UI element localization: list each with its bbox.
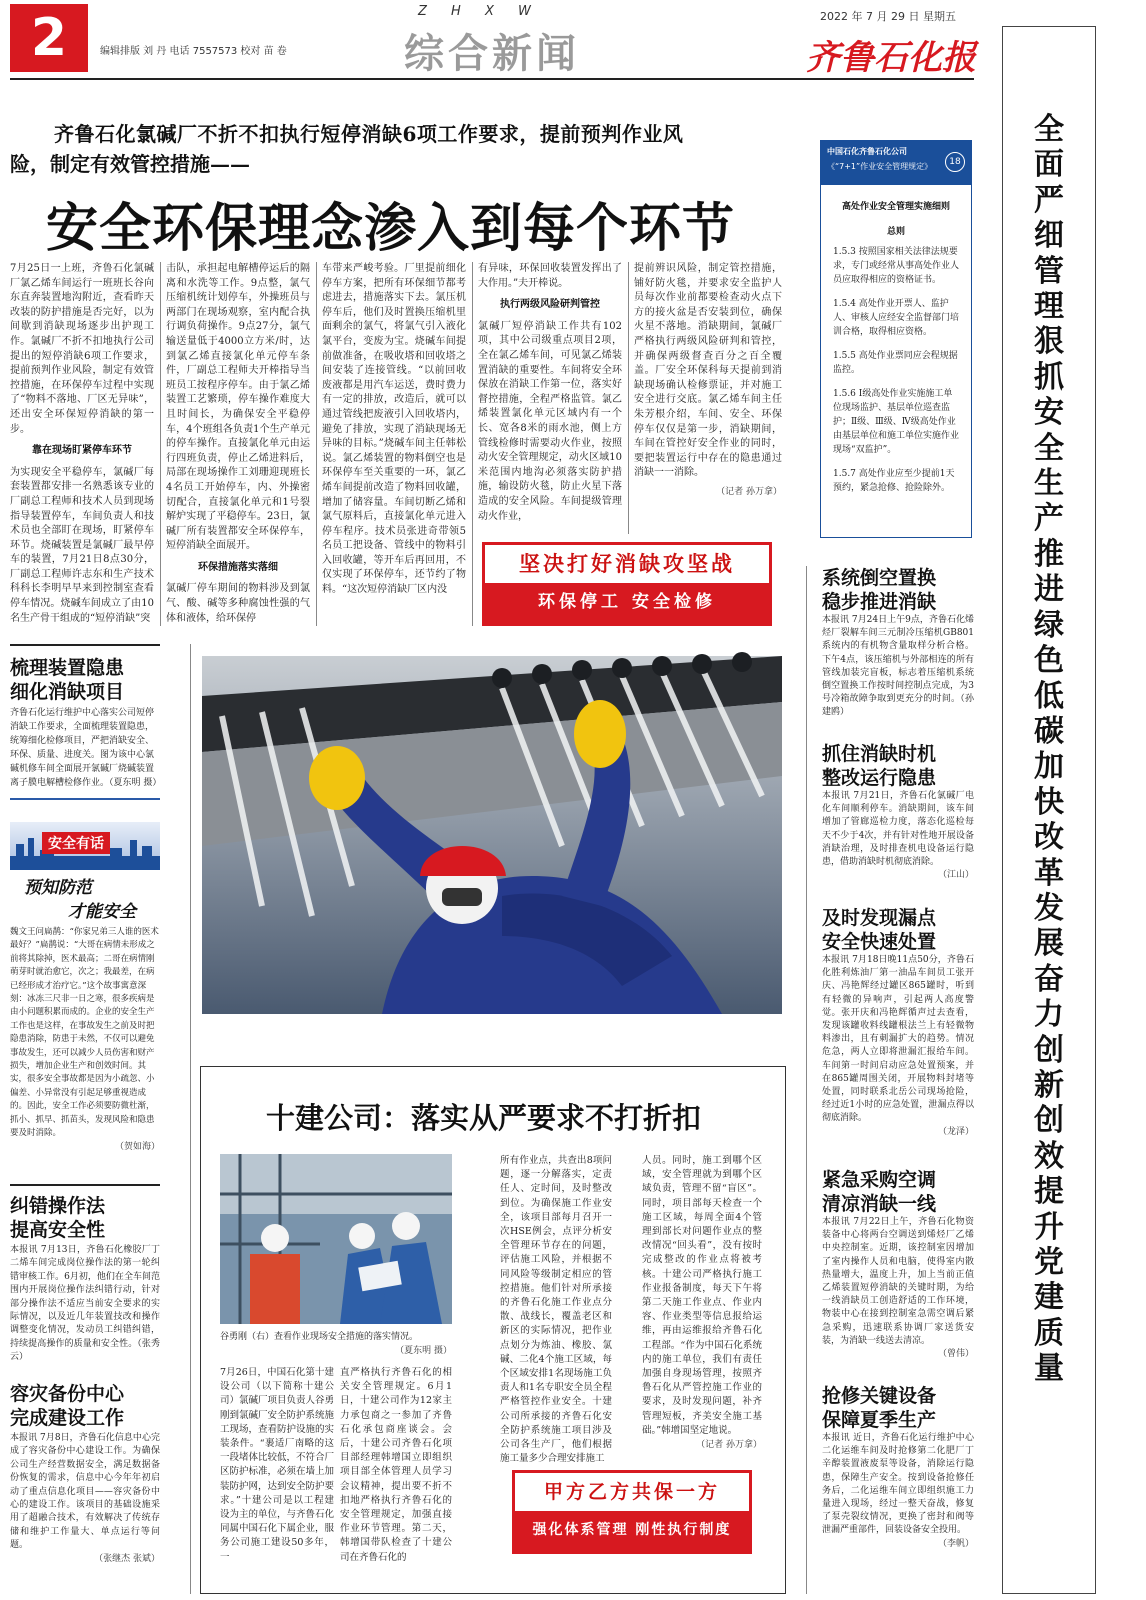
feature-col-4-text: 人员。同时，施工到哪个区域，安全管理就为到哪个区域负责，管理不留“盲区”。同时，项目部每天检查一个施工区域，每周全面4个管理到部长对问题作业点的整改情况“回头看”，没有按时完成整改的作业点将被考核。十建公司严格执行施工作业报备制度，每天下午将第二天施工作业点、作业内容、作业类型等信息报给运维，再由运维报给齐鲁石化工程部。“作为中国石化系统内的施工单位，我们有责任加强自身现场管理，按照齐鲁石化从严管控施工作业的要求，及时发现问题，补齐管理短板，齐美安全施工基础。”韩增国坚定地说。	[642, 1155, 762, 1436]
rules-org: 中国石化齐鲁石化公司	[827, 147, 907, 156]
banner-owner-contractor-top: 甲方乙方共保一方	[515, 1473, 749, 1511]
banner-owner-contractor	[512, 1470, 752, 1554]
brief-title-line: 安全快速处置	[822, 931, 937, 953]
rules-doc-title: 高处作业安全管理实施细则	[841, 202, 950, 212]
col-rule	[190, 644, 191, 1594]
section-rule	[10, 1184, 160, 1186]
lead-col-3	[322, 262, 466, 626]
feature-col-3: 所有作业点，共查出8项问题，逐一分解落实，定责任人、定时间，及时整改到位。为确保施工作业安全，该项目部每月召开一次HSE例会，点评分析安全管理环节存在的问题，评估施工风险，并根据不同风险等级制定相应的管控措施。他们针对所承接的齐鲁石化施工作业点分散、战线长，覆盖老区和新区的实际情况，把作业点划分为炼油、橡胶、氯碱、二化4个施工区域，每个区域安排1名现场施工负责人和1名专职安全员全程严格管控作业安全。十建公司所承接的齐鲁石化安全防护系统施工项目涉及公司各生产厂，他们根据施工量多少合理安排施工	[500, 1155, 612, 1465]
rules-box	[820, 140, 972, 538]
column-box-text	[10, 926, 160, 1178]
brief-title	[10, 656, 160, 704]
brief-text	[822, 954, 974, 1152]
rules-item: 1.5.7 高处作业应至少提前1天预约，紧急抢修、抢险除外。	[833, 469, 955, 493]
lead-kicker-2: 险，制定有效管控措施——	[10, 152, 250, 176]
col-rule	[806, 566, 807, 1594]
brief-title-line: 及时发现漏点	[822, 907, 937, 929]
brief-title-line: 系统倒空置换	[822, 567, 937, 589]
site-inspection-photo	[220, 1154, 452, 1324]
paper-name: 齐鲁石化报	[806, 38, 976, 78]
feature-caption-text: 谷勇刚（右）查看作业现场安全措施的落实情况。	[220, 1332, 419, 1342]
column-box-credit: （贺如海）	[114, 1141, 160, 1152]
issue-date: 2022 年 7 月 29 日 星期五	[820, 10, 956, 23]
lead-subhead-3: 执行两级风险研判管控	[500, 299, 600, 311]
banner-owner-contractor-bottom: 强化体系管理 刚性执行制度	[532, 1522, 732, 1538]
lead-title: 安全环保理念渗入到每个环节	[46, 199, 736, 259]
brief-title-line: 整改运行隐患	[822, 767, 937, 789]
brief-title-line: 清凉消缺一线	[822, 1193, 937, 1215]
section-pinyin: Z H X W	[418, 4, 541, 19]
feature-title: 十建公司：落实从严要求不打折扣	[266, 1101, 702, 1135]
feature-col-1: 7月26日，中国石化第十建设公司（以下简称十建公司）氯碱厂项目负责人谷勇刚到氯碱厂安全防护系统施工现场，查看防护设施的实装条件。“裹适厂南略的这一段堵体比较低，不符合厂区防护标准，必须在墙上加装防护网，达到安全防护要求。”十建公司是以工程建设为主的单位，与齐鲁石化同属中国石化下属企业，服务公司施工建设50多年，一	[220, 1367, 335, 1563]
brief-title	[10, 1382, 160, 1430]
lead-col-5-p1: 提前辨识风险，制定管控措施，铺好防火毯，并要求安全监护人员每次作业前都要检查动火点下方的接火盆是否安装到位，确保火星不落地。消缺期间，氯碱厂严格执行两级风险研判和管控，并确保两级督查百分之百全覆盖。厂安全环保科每天提前到消缺现场确认检修票证，并对施工安全进行交底。氯乙烯车间主任朱芳根介绍，车间、安全、环保停车仅仅是第一步，消缺期间，车间在管控好安全作业的同时，要把装置运行中存在的隐患通过消缺一一消除。	[634, 263, 782, 479]
lead-col-2-p2: 氯碱厂停车期间的物料涉及到氯气、酸、碱等多种腐蚀性强的气体和液体，给环保停	[166, 583, 310, 624]
brief-text: 齐鲁石化运行维护中心落实公司短停消缺工作要求，全面梳理装置隐患，统筹细化检修项目，严把消缺安全、环保、质量、进度关。图为该中心氯碱机修车间全面展开氯碱厂烧碱装置离子膜电解槽检修作业。（夏东明 摄）	[10, 708, 162, 788]
masthead-rule	[10, 78, 974, 80]
rules-item-list	[821, 237, 971, 495]
rules-item: 1.5.3 按照国家相关法律法规要求，专门或经常从事高处作业人员应取得相应的资格证书。	[833, 247, 960, 285]
banner-campaign	[482, 542, 772, 626]
col-rule	[628, 262, 629, 534]
page-number-box	[10, 4, 88, 72]
rules-series: 《“7+1”作业安全管理规定》	[827, 162, 933, 171]
brief-title	[822, 1168, 974, 1216]
brief-body: 本报讯 7月21日，齐鲁石化氯碱厂电化车间顺利停车。消缺期间，该车间增加了管廊巡检力度，落态化巡检每天不少于4次，并有针对性地开展设备消缺治理，及时排查机电设备运行隐患，借助消缺时机彻底消除。	[822, 791, 974, 868]
page-number: 2	[30, 8, 68, 68]
section-rule	[10, 644, 160, 646]
brief-title	[822, 906, 974, 954]
lead-col-2	[166, 262, 310, 626]
brief-body: 本报讯 7月8日，齐鲁石化信息中心完成了容灾备份中心建设工作。为确保公司生产经营数据安全，满足数据备份恢复的需求，信息中心今年年初启动了重点信息化项目——容灾备份中心的建设工作。该项目的基础设施采用了超融合技术，有效解决了传统存储和维护工作量大、单点运行等问题。	[10, 1433, 160, 1551]
brief-text	[10, 1432, 160, 1594]
feature-caption	[220, 1330, 452, 1358]
lead-col-1-p2: 为实现安全平稳停车，氯碱厂每套装置都安排一名熟悉该专业的厂副总工程师和技术人员到现场指导装置停车，车间负责人和技术员也全部盯在现场，盯紧停车环节。烧碱装置是氯碱厂最早停车的装置，7月21日8点30分，厂副总工程师许志东和生产技术科科长李明早早来到控制室查看停车情况。烧碱车间成立了由10名生产骨干组成的“短停消缺”突	[10, 466, 154, 624]
brief-text: 本报讯 7月13日，齐鲁石化橡胶厂丁二烯车间完成岗位操作法的第一轮纠错审核工作。6月初，他们在全车间范围内开展岗位操作法纠错行动，针对部分操作法不适应当前安全要求的实际情况，以及近几年装置技改和操作调整变化情况，发动员工纠错纠错，持续提高操作的质量和安全性。（张秀云）	[10, 1245, 160, 1363]
lead-credit: （记者 孙万拿）	[716, 486, 782, 497]
lead-col-2-p1: 击队，承担起电解槽停运后的隔离和水洗等工作。9点整，氯气压缩机统计划停车，外操班员与两部门在现场观察，室内配合执行调负荷操作。9点27分，氯气输送量低于4000立方米/时，达到氯乙烯直接氯化单元停车条件，厂副总工程师夫开棒指导当班员工按程序停车。由于氯乙烯装置工艺繁琐，停车操作难度大且时间长，为确保安全平稳停车，4个班组各负责1个生产单元的停车操作。直接氯化单元由运行四班负责，停止乙烯进料后，局部在现场操作工刘珊迎现班长4名员工开始停车，内、外操密切配合，直接氯化单元和1号裂解炉实现了平稳停车。23日，氯碱厂所有装置都安全环保停车，短停消缺全面展开。	[166, 263, 310, 552]
column-box-title	[10, 876, 160, 924]
brief-title-line: 完成建设工作	[10, 1407, 125, 1429]
brief-text	[822, 614, 974, 728]
column-box-tag: 安全有话	[42, 832, 110, 854]
brief-credit: （孙建鸥）	[822, 694, 974, 718]
brief-title	[10, 1194, 160, 1242]
brief-credit: （李帆）	[937, 1538, 974, 1549]
col-rule	[160, 262, 161, 626]
lead-col-4	[478, 262, 622, 534]
feature-col-4	[642, 1154, 762, 1454]
banner-campaign-bottom: 环保停工 安全检修	[538, 592, 716, 612]
brief-title	[822, 566, 974, 614]
brief-credit: （张继杰 张斌）	[94, 1553, 160, 1564]
section-rule	[10, 798, 160, 800]
brief-title-line: 抢修关键设备	[822, 1385, 937, 1407]
rules-item: 1.5.5 高处作业票同应会程规据监控。	[833, 351, 958, 375]
feature-photo-credit: （夏东明 摄）	[395, 1346, 452, 1356]
col-rule	[472, 262, 473, 626]
main-photo	[202, 656, 782, 1014]
lead-col-1	[10, 262, 154, 626]
brief-title-line: 纠错操作法	[10, 1195, 106, 1217]
brief-body: 本报讯 7月18日晚11点50分，齐鲁石化胜利炼油厂第一油品车间员工张开庆、冯艳辉经过罐区865罐时，听到有轻微的异响声，引起两人高度警觉。张开庆和冯艳辉循声过去查看，发现该罐收料线罐根法兰上有轻微物料渗出，且有刺漏扩大的趋势。情况危急，两人立即将泄漏汇报给车间。车间第一时间启动应急处置预案，并在865罐周围关闭，开展物料封堵等处置，同时联系北岳公司现场抢险，经过近1小时的应急处置，泄漏点得以彻底消除。	[822, 955, 974, 1124]
lead-subhead-2: 环保措施落实落细	[198, 561, 278, 573]
brief-title-line: 抓住消缺时机	[822, 743, 937, 765]
brief-body: 本报讯 7月22日上午，齐鲁石化物资装备中心将两台空调送到烯烃厂乙烯中央控制室。近期，该控制室因增加了室内操作人员和电脑，使得室内散热量增大，温度上升，加上当前正值乙烯装置短停消缺的关键时期，为给一线消缺员工创造舒适的工作环境，物装中心在接到控制室急需空调后紧急采购，迅速联系协调厂家送货安装，为消缺一线送去清凉。	[822, 1217, 974, 1346]
brief-text	[822, 1432, 974, 1594]
rules-badge: 18	[945, 152, 965, 172]
brief-body: 本报讯 7月24日上午9点，齐鲁石化烯烃厂裂解车间三元制冷压缩机GB801系统内的有机物含量取样分析合格。下午4点，该压缩机与外部相连的所有管线加装完盲板，标志着压缩机系统倒空置换工作按时间控制点完成，为3号冷箱故障争取到更充分的时间。	[822, 615, 974, 705]
column-box-title-line: 才能安全	[68, 902, 136, 922]
lead-col-1-p1: 7月25日一上班，齐鲁石化氯碱厂氯乙烯车间运行一班班长谷向东直奔装置地沟附近，查看昨天改装的防护措施是否完好，以为间歇到消缺现场逐步出护现工作。氯碱厂不折不扣地执行公司提出的短停消缺6项工作要求，提前预判作业风险，制定有效管控措施，在环保停车过程中实现了“物料不落地、厂区无异味”，还出安全环保短停消缺的第一步。	[10, 263, 154, 435]
feature-col-2: 直严格执行齐鲁石化的相关安全管理规定。6月1日，十建公司作为12家主力承包商之一参加了齐鲁石化承包商座谈会。会后，十建公司齐鲁石化项目部经理韩增国立即组织项目部全体管理人员学习会议精神，提出要不折不扣地严格执行齐鲁石化的安全管理规定，加强直接作业环节管理。第二天，韩增国带队检查了十建公司在齐鲁石化的	[340, 1367, 452, 1563]
brief-title-line: 提高安全性	[10, 1219, 106, 1241]
brief-title	[822, 742, 974, 790]
brief-title-line: 容灾备份中心	[10, 1383, 125, 1405]
rules-item: 1.5.4 高处作业开票人、监护人、审核人应经安全监督部门培训合格，取得相应资格。	[833, 299, 960, 337]
brief-title-line: 紧急采购空调	[822, 1169, 937, 1191]
editor-line: 编辑排版 刘 丹 电话 7557573 校对 苗 卷	[100, 46, 287, 57]
banner-campaign-top: 坚决打好消缺攻坚战	[485, 545, 769, 583]
brief-title-line: 梳理装置隐患	[10, 657, 125, 679]
rules-box-header	[821, 141, 971, 185]
brief-body: 本报讯 近日，齐鲁石化运行维护中心二化运维车间及时抢修第二化肥厂丁辛醇装置液废泵等设备，消除运行隐患，保障生产安全。按到设备抢修任务后，二化运维车间立即组织施工力量进入现场，经过一整天奋战，修复了泵壳裂纹情况，更换了密封和阀等泄漏严重部件，回装设备安全投用。	[822, 1433, 974, 1536]
rules-chapter: 总则	[886, 227, 905, 237]
brief-credit: （曾伟）	[937, 1349, 974, 1360]
brief-text	[822, 790, 974, 894]
brief-credit: （江山）	[937, 870, 974, 881]
brief-title-line: 保障夏季生产	[822, 1409, 937, 1431]
feature-photo	[220, 1154, 452, 1324]
feature-credit: （记者 孙万拿）	[696, 1440, 762, 1451]
lead-col-4-p2: 氯碱厂短停消缺工作共有102项，其中公司级重点项目2项，全在氯乙烯车间，可见氯乙烯装置消缺的重要性。车间将安全环保放在消缺工作第一位，落实好督控措施，全程严格监管。氯乙烯装置氯化单元区域内有一个长、宽各8米的雨水池，侧上方管线检修时需要动火作业，按照动火安全管理规定，动火区域10米范围内地沟必须落实防护措施，输设防火毯，防止火星下落造成的安全风险。车间提级管理动火作业，	[478, 320, 622, 522]
section-title: 综合新闻	[404, 31, 580, 77]
brief-text	[822, 1216, 974, 1372]
rules-item: 1.5.6 Ⅰ级高处作业实施施工单位现场监护、基层单位巡查监护；Ⅱ级、Ⅲ级、Ⅳ级高处作业由基层单位和施工单位实施作业现场“双监护”。	[833, 389, 960, 455]
electrolyzer-worker-photo	[202, 656, 782, 1014]
vertical-slogan: 全面严细管理 狠抓安全生产 推进绿色低碳 加快改革发展 奋力创新创效 提升党建质量	[1034, 112, 1075, 1387]
col-rule	[316, 262, 317, 626]
column-box-title-line: 预知防范	[24, 878, 92, 898]
lead-subhead-1: 靠在现场盯紧停车环节	[32, 445, 132, 457]
lead-kicker-1: 齐鲁石化氯碱厂不折不扣执行短停消缺6项工作要求，提前预判作业风	[54, 122, 684, 146]
lead-col-5	[634, 262, 782, 534]
lead-col-4-p1: 有异味，环保回收装置发挥出了大作用。”夫开棒说。	[478, 263, 622, 289]
column-box-body: 魏文王问扁鹊：“你家兄弟三人谁的医术最好？”扁鹊说：“大哥在病情未形成之前将其除掉，医术最高；二哥在病情刚萌芽时就治愈它，次之；我最差，在病已经形成才治疗它。”这个故事寓意深刻：冰冻三尺非一日之寒，很多疾病是由小问题积累而成的。企业的安全生产工作也是这样，在事故发生之前及时把隐患消除，防患于未然，不仅可以避免事故发生，还可以减少人员伤害和财产损失，增加企业生产和创效时间。其实，很多安全事故都是因为小疏忽、小偏差、小异常没有引起足够重视造成的。因此，安全工作必须要防微杜渐，抓小、抓早、抓苗头，发现风险和隐患要及时消除。	[10, 927, 159, 1139]
brief-credit: （龙泽）	[937, 1126, 974, 1137]
brief-title-line: 稳步推进消缺	[822, 591, 937, 613]
lead-col-3-p1: 车带来严峻考验。厂里提前细化停车方案，把所有环保细节都考虑进去，措施落实下去。氯压机停车后，他们及时置换压缩机里面剩余的氯气，将氯气引入液化氯平台，变废为宝。烧碱车间提前做准备，在吸收塔和回收塔之间安装了连接管线。“以前回收废液都是用汽车运送，费时费力有一定的排放，改造后，就可以通过管线把废液引入回收塔内，避免了排放，实现了消缺现场无异味的目标。”烧碱车间主任韩松说。氯乙烯装置的物料倒空也是环保停车至关重要的一环，氯乙烯车间提前改造了物料回收罐，增加了储容量。车间切断乙烯和氯气原料后，直接氯化单元进入停车程序。技术员张进奇带领5名员工把设备、管线中的物料引入回收罐，等开车后再回用，不仅实现了环保停车，还节约了物料。“这次短停消缺厂区内没	[322, 263, 466, 596]
brief-title-line: 细化消缺项目	[10, 681, 125, 703]
brief-title	[822, 1384, 974, 1432]
